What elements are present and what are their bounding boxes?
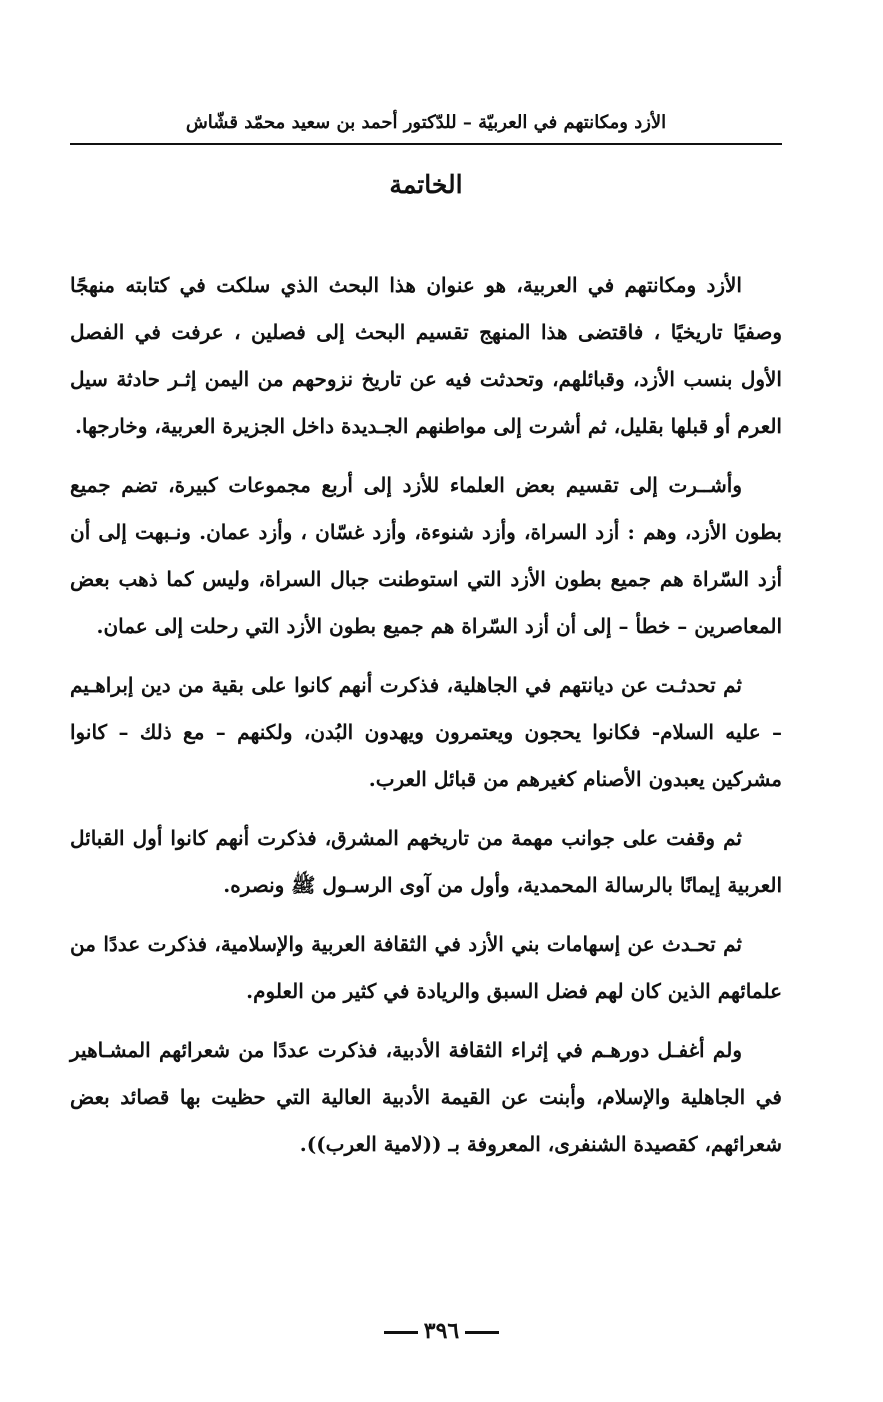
- paragraph-6: ولم أغفـل دورهـم في إثراء الثقافة الأدبية، فذكرت عددًا من شعرائهم المشـاهير في الجاهلية والإسلام، وأبنت عن القيمة الأدبية العالية التي حظيت بها قصائد بعض شعرائهم، كقصيدة الشنفرى، المعروفة بـ ((لامية العرب)).: [70, 1038, 782, 1156]
- header-rule: [70, 143, 782, 145]
- page-number-value: ٣٩٦: [423, 1318, 460, 1344]
- paragraph-2: وأشــرت إلى تقسيم بعض العلماء للأزد إلى أربع مجموعات كبيرة، تضم جميع بطون الأزد، وهم : أزد السراة، وأزد شنوءة، وأزد غسّان ، وأزد عمان. ونـبهت إلى أن أزد السّراة هم جميع بطون الأزد التي استوطنت جبال السراة، وليس كما ذهب بعض المعاصرين – خطأ – إلى أن أزد السّراة هم جميع بطون الأزد التي رحلت إلى عمان.: [70, 473, 783, 638]
- running-header: الأزد ومكانتهم في العربيّة – للدّكتور أحمد بن سعيد محمّد قشّاش: [185, 112, 667, 133]
- page-number-dash-right: [465, 1331, 499, 1334]
- page-number: [0, 1314, 883, 1348]
- section-title: الخاتمة: [389, 170, 463, 199]
- paragraph-1: الأزد ومكانتهم في العربية، هو عنوان هذا البحث الذي سلكت في كتابته منهجًا وصفيًا تاريخيًا ، فاقتضى هذا المنهج تقسيم البحث إلى فصلين ، عرفت في الفصل الأول بنسب الأزد، وقبائلهم، وتحدثت فيه عن تاريخ نزوحهم من اليمن إثـر حادثة سيل العرم أو قبلها بقليل، ثم أشرت إلى مواطنهم الجـديدة داخل الجزيرة العربية، وخارجها.: [70, 273, 782, 438]
- paragraph-5: ثم تحـدث عن إسهامات بني الأزد في الثقافة العربية والإسلامية، فذكرت عددًا من علمائهم الذين كان لهم فضل السبق والريادة في كثير من العلوم.: [70, 932, 782, 1003]
- page-number-dash-left: [384, 1331, 418, 1334]
- paragraph-3: ثم تحدثـت عن ديانتهم في الجاهلية، فذكرت أنهم كانوا على بقية من دين إبراهـيم – عليه السلام- فكانوا يحجون ويعتمرون ويهدون البُدن، ولكنهم – مع ذلك – كانوا مشركين يعبدون الأصنام كغيرهم من قبائل العرب.: [70, 673, 783, 791]
- paragraph-4: ثم وقفت على جوانب مهمة من تاريخهم المشرق، فذكرت أنهم كانوا أول القبائل العربية إيمانًا بالرسالة المحمدية، وأول من آوى الرسـول ﷺ ونصره.: [70, 826, 782, 897]
- body-text: [70, 262, 782, 1180]
